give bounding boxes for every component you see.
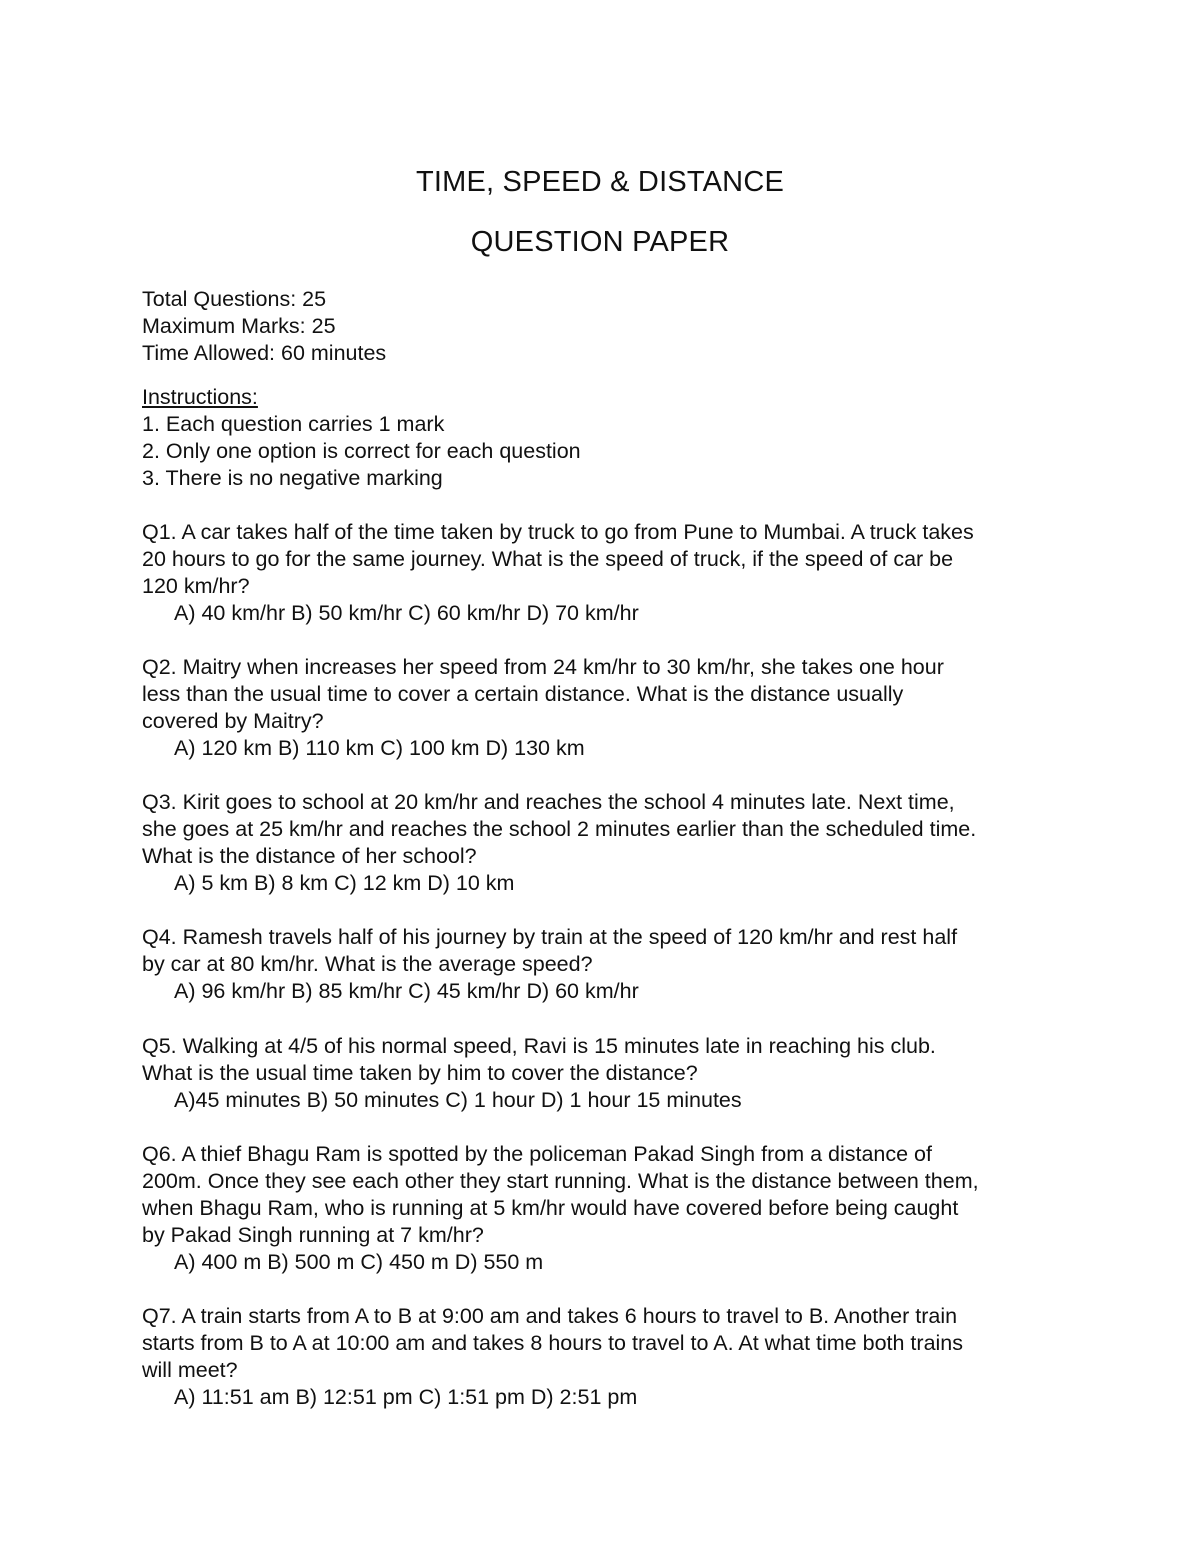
- question-options: A) 11:51 am B) 12:51 pm C) 1:51 pm D) 2:51 pm: [174, 1385, 638, 1409]
- instruction-item: 1. Each question carries 1 mark: [142, 412, 445, 436]
- document-title: TIME, SPEED & DISTANCE: [415, 166, 785, 198]
- question-2: [142, 654, 1082, 762]
- question-options: A) 40 km/hr B) 50 km/hr C) 60 km/hr D) 70 km/hr: [174, 601, 639, 625]
- question-7: [142, 1303, 1082, 1411]
- question-4: [142, 924, 1082, 1005]
- question-text-line: Q6. A thief Bhagu Ram is spotted by the policeman Pakad Singh from a distance of: [142, 1142, 932, 1166]
- question-text-line: Q2. Maitry when increases her speed from 24 km/hr to 30 km/hr, she takes one hour: [142, 655, 944, 679]
- question-text-line: Q4. Ramesh travels half of his journey by train at the speed of 120 km/hr and rest half: [142, 925, 958, 949]
- question-text-line: What is the usual time taken by him to cover the distance?: [142, 1061, 698, 1085]
- question-text-line: Q1. A car takes half of the time taken by truck to go from Pune to Mumbai. A truck takes: [142, 520, 974, 544]
- question-options: A) 400 m B) 500 m C) 450 m D) 550 m: [174, 1250, 544, 1274]
- question-options: A) 96 km/hr B) 85 km/hr C) 45 km/hr D) 60 km/hr: [174, 979, 639, 1003]
- question-text-line: by car at 80 km/hr. What is the average speed?: [142, 952, 593, 976]
- question-text-line: will meet?: [142, 1358, 238, 1382]
- paper-meta: [142, 286, 1082, 367]
- question-3: [142, 789, 1082, 897]
- instructions-block: [142, 384, 1082, 492]
- question-options: A) 120 km B) 110 km C) 100 km D) 130 km: [174, 736, 585, 760]
- time-allowed: Time Allowed: 60 minutes: [142, 341, 387, 365]
- question-text-line: she goes at 25 km/hr and reaches the school 2 minutes earlier than the scheduled time.: [142, 817, 977, 841]
- question-text-line: 200m. Once they see each other they start running. What is the distance between them,: [142, 1169, 979, 1193]
- document-subtitle: QUESTION PAPER: [470, 226, 730, 258]
- total-questions: Total Questions: 25: [142, 287, 327, 311]
- question-6: [142, 1141, 1082, 1276]
- question-text-line: Q5. Walking at 4/5 of his normal speed, Ravi is 15 minutes late in reaching his club.: [142, 1034, 936, 1058]
- question-5: [142, 1033, 1082, 1114]
- question-1: [142, 519, 1082, 627]
- question-options: A) 5 km B) 8 km C) 12 km D) 10 km: [174, 871, 515, 895]
- question-text-line: 120 km/hr?: [142, 574, 250, 598]
- question-text-line: 20 hours to go for the same journey. What is the speed of truck, if the speed of car be: [142, 547, 954, 571]
- question-text-line: What is the distance of her school?: [142, 844, 477, 868]
- question-text-line: Q3. Kirit goes to school at 20 km/hr and reaches the school 4 minutes late. Next time,: [142, 790, 955, 814]
- instruction-item: 3. There is no negative marking: [142, 466, 443, 490]
- question-text-line: less than the usual time to cover a certain distance. What is the distance usually: [142, 682, 904, 706]
- instruction-item: 2. Only one option is correct for each question: [142, 439, 581, 463]
- question-text-line: Q7. A train starts from A to B at 9:00 am and takes 6 hours to travel to B. Another train: [142, 1304, 958, 1328]
- question-text-line: when Bhagu Ram, who is running at 5 km/hr would have covered before being caught: [142, 1196, 959, 1220]
- question-text-line: by Pakad Singh running at 7 km/hr?: [142, 1223, 484, 1247]
- maximum-marks: Maximum Marks: 25: [142, 314, 336, 338]
- instructions-heading: Instructions:: [142, 385, 258, 409]
- question-options: A)45 minutes B) 50 minutes C) 1 hour D) 1 hour 15 minutes: [174, 1088, 742, 1112]
- question-text-line: starts from B to A at 10:00 am and takes 8 hours to travel to A. At what time both trains: [142, 1331, 964, 1355]
- question-text-line: covered by Maitry?: [142, 709, 324, 733]
